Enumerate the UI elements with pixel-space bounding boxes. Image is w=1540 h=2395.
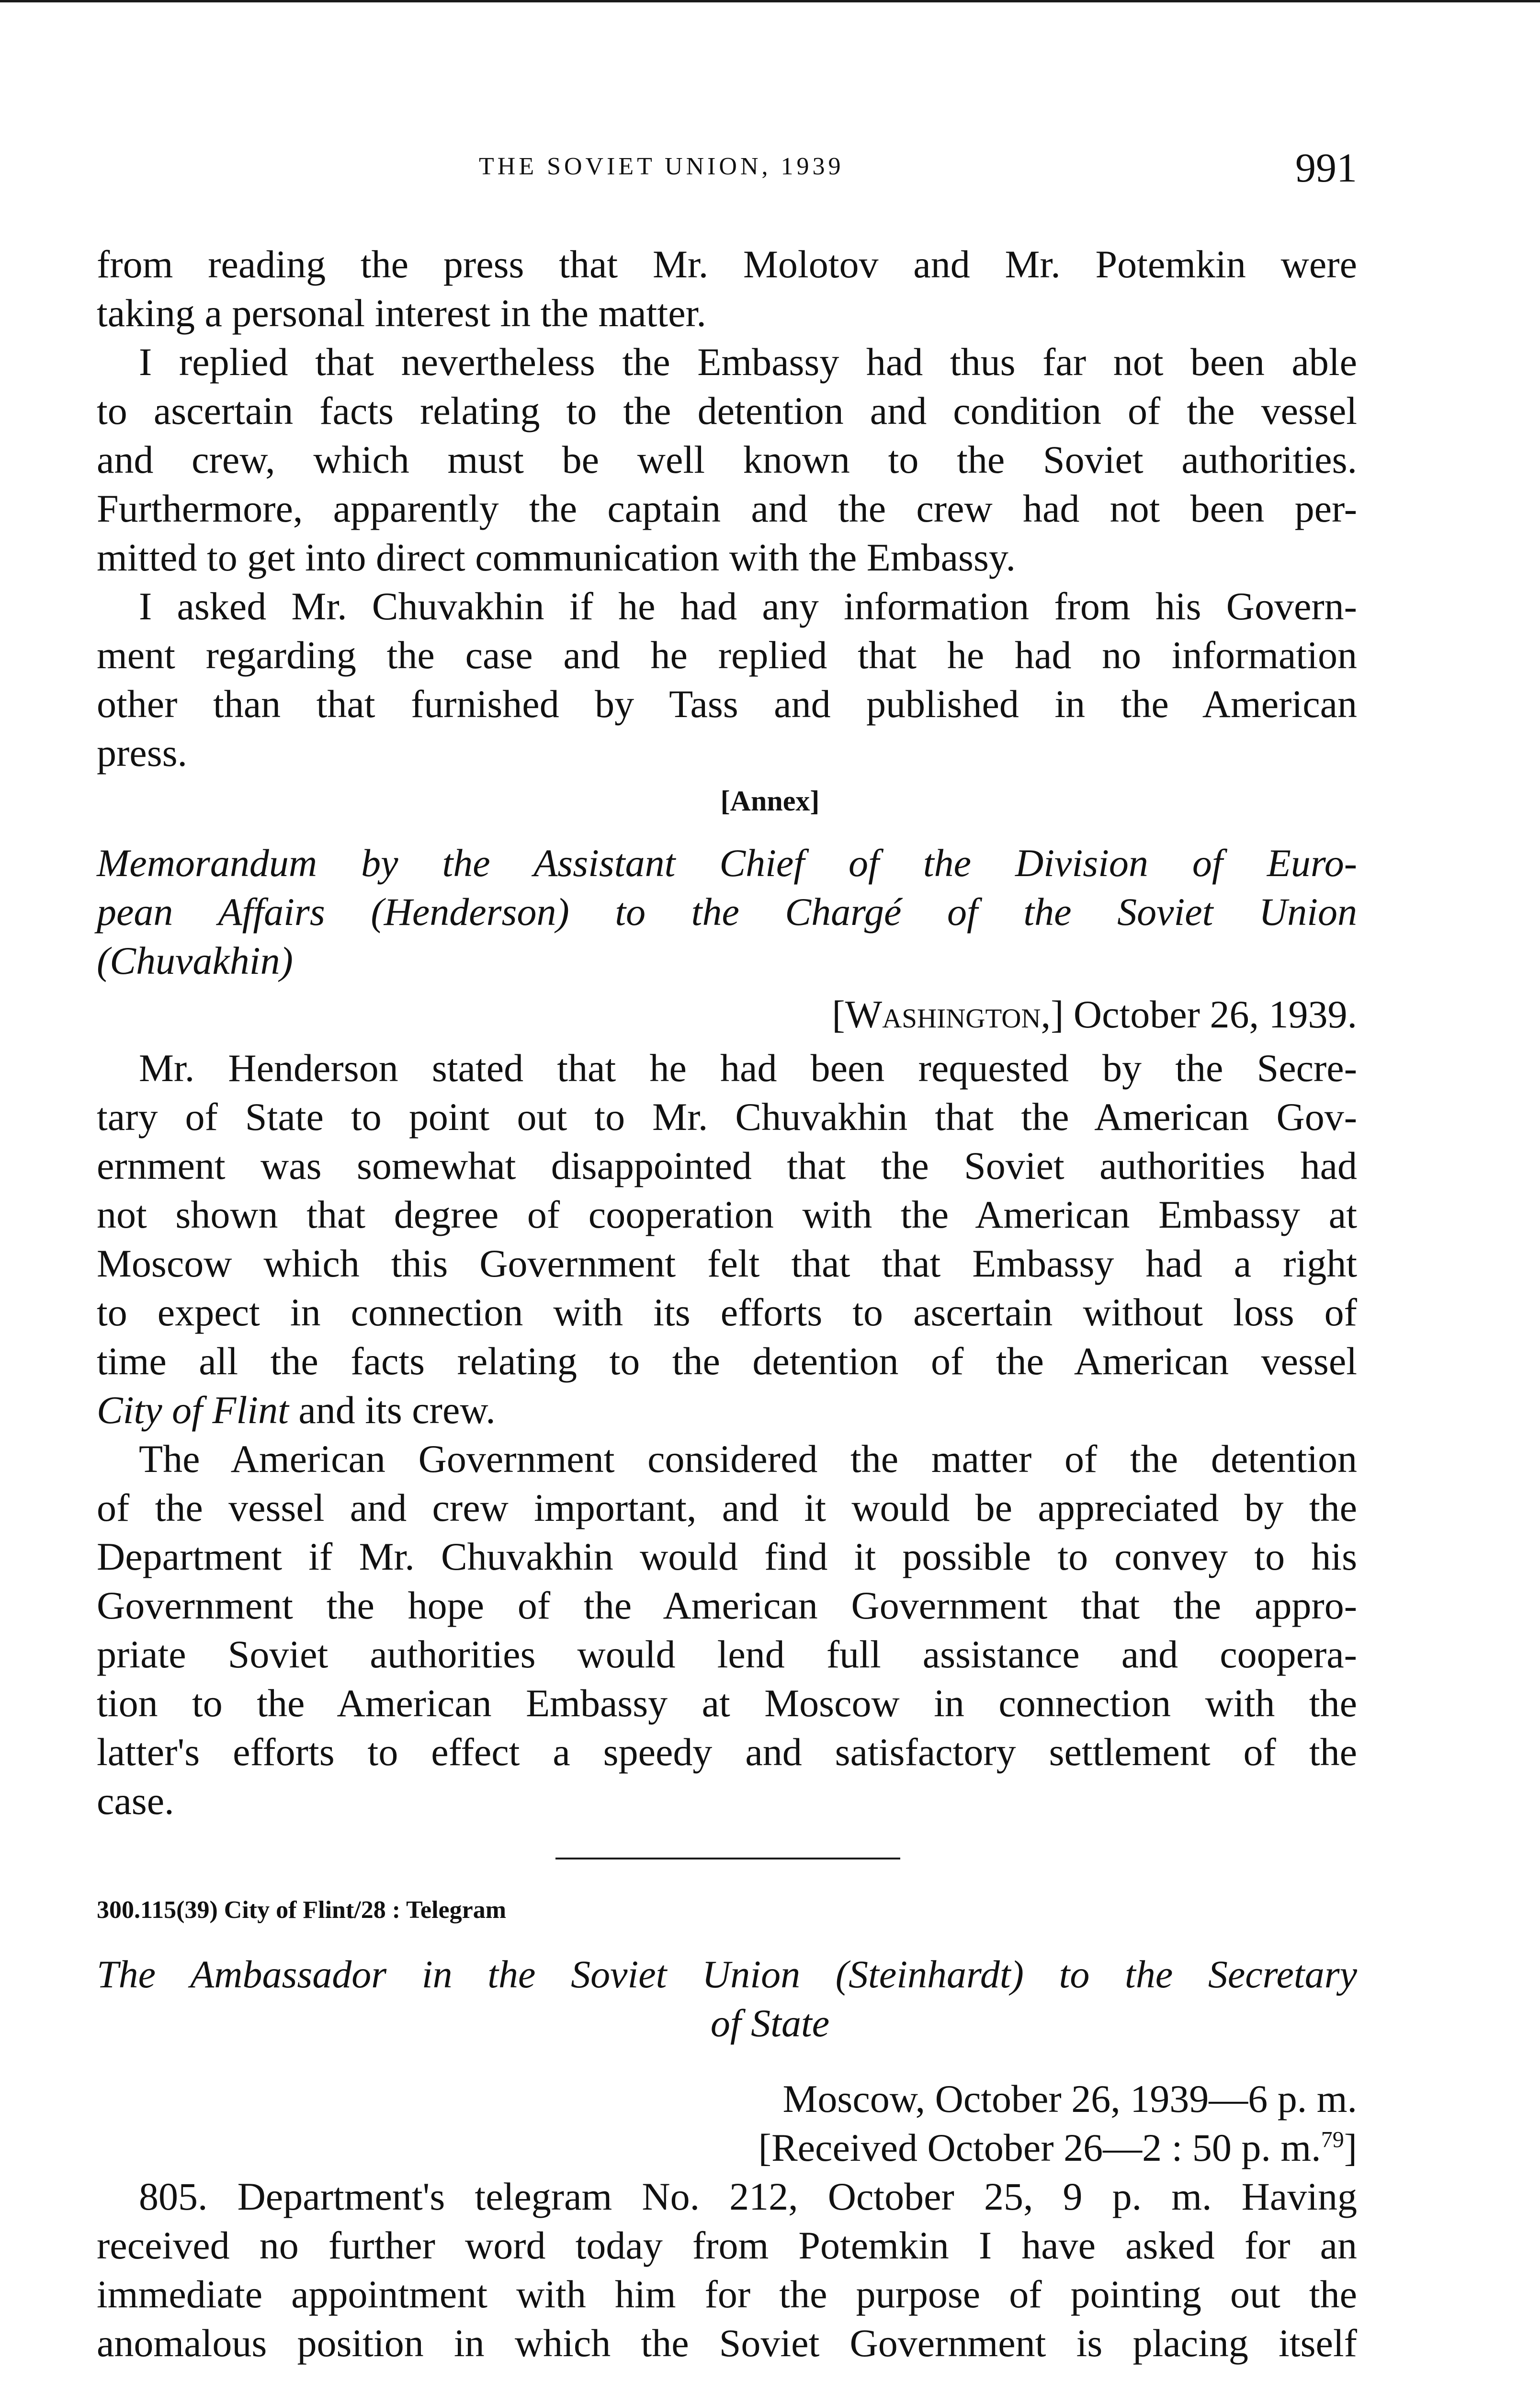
telegram-received-text: [Received October 26—2 : 50 p. m. [758,2126,1321,2169]
memo-dateline-place: [Washington,] [832,992,1064,1036]
telegram-title-line: The Ambassador in the Soviet Union (Steinhardt) to the Secretary [97,1952,1357,1996]
memo-dateline [832,990,1357,1039]
page-number: 991 [1295,145,1357,191]
body-line: anomalous position in which the Soviet Government is placing itself [97,2321,1357,2365]
running-head: THE SOVIET UNION, 1939 [479,153,844,180]
telegram-received [759,2123,1357,2173]
body-line: latter's efforts to effect a speedy and satisfactory settlement of the [97,1730,1357,1774]
body-line: case. [97,1779,174,1823]
telegram-title-line: of State [710,2001,830,2045]
body-line: ernment was somewhat disappointed that the Soviet authorities had [97,1144,1357,1187]
body-line: I replied that nevertheless the Embassy had thus far not been able [139,340,1357,384]
body-line: 805. Department's telegram No. 212, October 25, 9 p. m. Having [139,2175,1357,2218]
body-line: mitted to get into direct communication with the Embassy. [97,536,1016,579]
body-line: Furthermore, apparently the captain and the crew had not been per- [97,487,1357,530]
body-line: Mr. Henderson stated that he had been requested by the Secre- [139,1046,1357,1090]
annex-label: [Annex] [720,785,820,817]
body-line: from reading the press that Mr. Molotov and Mr. Potemkin were [97,242,1357,286]
top-rule [0,0,1540,2]
body-line: immediate appointment with him for the purpose of pointing out the [97,2272,1357,2316]
body-line: not shown that degree of cooperation with the American Embassy at [97,1193,1357,1236]
body-line: taking a personal interest in the matter. [97,291,706,335]
file-reference: 300.115(39) City of Flint/28 : Telegram [97,1896,507,1924]
body-line-rest: and its crew. [288,1388,496,1432]
telegram-dateline: Moscow, October 26, 1939—6 p. m. [782,2077,1357,2121]
body-line: received no further word today from Potemkin I have asked for an [97,2224,1357,2267]
footnote-ref: 79 [1321,2127,1344,2153]
vessel-name: City of Flint [97,1388,289,1432]
memo-title-line: pean Affairs (Henderson) to the Chargé of the Soviet Union [97,890,1357,934]
body-line: priate Soviet authorities would lend full assistance and coopera- [97,1632,1357,1676]
body-line: other than that furnished by Tass and published in the American [97,682,1357,726]
body-line: to expect in connection with its efforts to ascertain without loss of [97,1290,1357,1334]
telegram-received-close: ] [1344,2126,1357,2169]
body-line: press. [97,731,188,775]
body-line: tary of State to point out to Mr. Chuvakhin that the American Gov- [97,1095,1357,1139]
body-line: tion to the American Embassy at Moscow in connection with the [97,1681,1357,1725]
body-line: The American Government considered the matter of the detention [139,1437,1357,1481]
body-line: time all the facts relating to the detention of the American vessel [97,1339,1357,1383]
memo-title-line: (Chuvakhin) [97,939,293,982]
body-line [97,1385,1357,1435]
section-divider [555,1858,900,1859]
body-line: Department if Mr. Chuvakhin would find it possible to convey to his [97,1535,1357,1578]
body-line: and crew, which must be well known to the Soviet authorities. [97,438,1357,481]
body-line: of the vessel and crew important, and it would be appreciated by the [97,1486,1357,1529]
body-line: Moscow which this Government felt that that Embassy had a right [97,1242,1357,1285]
body-line: ment regarding the case and he replied that he had no information [97,633,1357,677]
body-line: I asked Mr. Chuvakhin if he had any information from his Govern- [139,584,1357,628]
memo-dateline-date: October 26, 1939. [1073,992,1357,1036]
body-line: Government the hope of the American Government that the appro- [97,1584,1357,1627]
body-line: to ascertain facts relating to the detention and condition of the vessel [97,389,1357,433]
memo-title-line: Memorandum by the Assistant Chief of the Division of Euro- [97,841,1357,885]
